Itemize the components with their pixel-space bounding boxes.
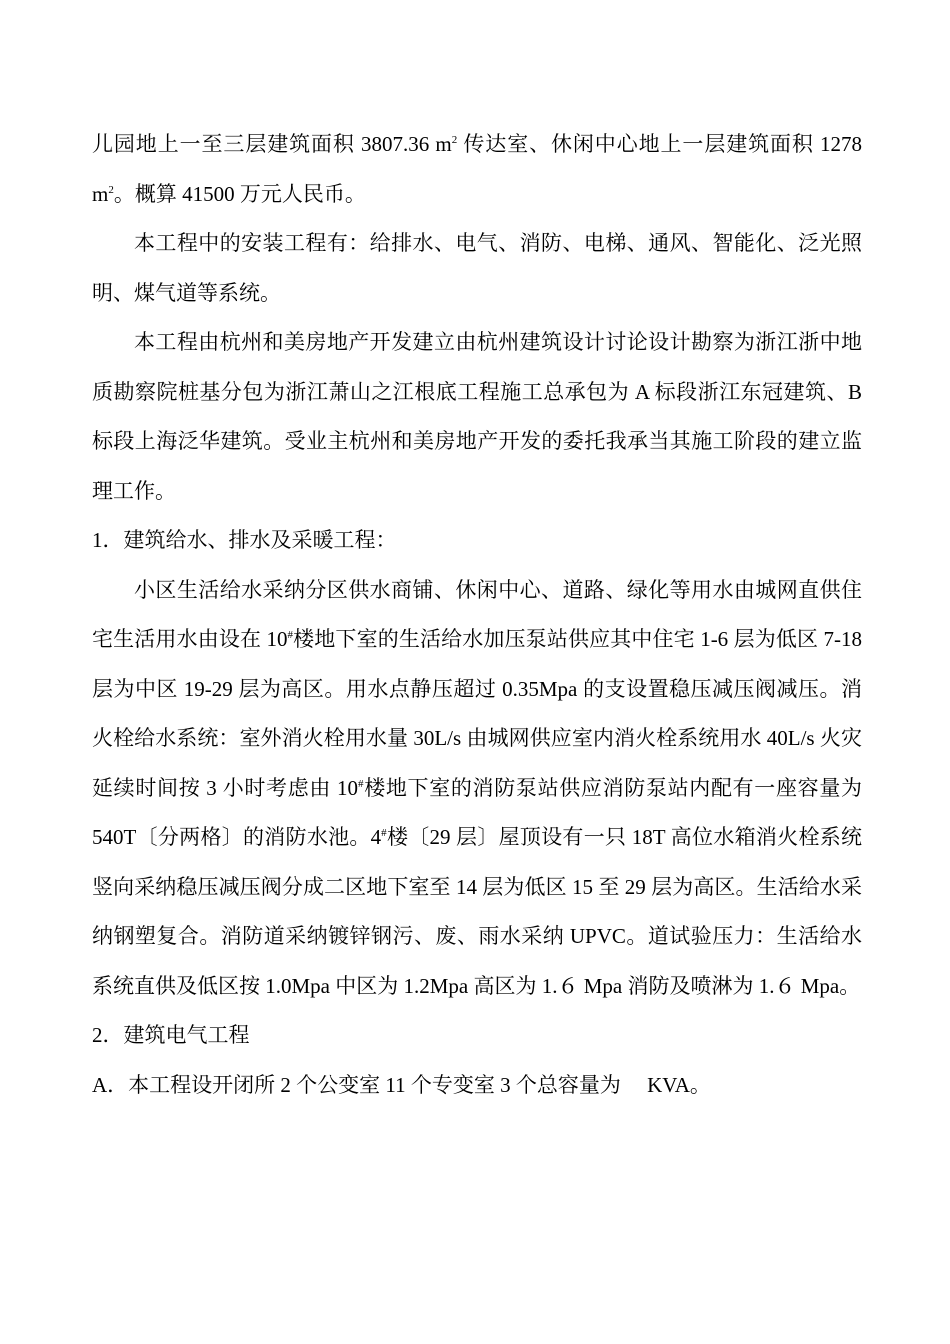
text-run: 楼地下室的生活给水加压泵站供应其中住宅 1-6 层为低区 7-18 层为中区 19-29 层为高区。用水点静压超过 0.35Mpa 的支设置稳压减压阀减压。消火栓给水系统：室外消火栓用水量 30L/s 由城网供应室内消火栓系统用水 40L/s 火灾延续时间按 3 小时考虑由 10 [92, 627, 863, 800]
superscript: 2 [451, 134, 458, 146]
superscript: # [381, 827, 387, 839]
text-run: 。概算 41500 万元人民币。 [113, 181, 366, 206]
superscript: 2 [108, 183, 114, 196]
text-run: 楼地下室的消防泵站供应消防泵站内配有一座容量为 540T〔分两格〕的消防水池。4 [92, 775, 863, 849]
text-run: 楼〔29 层〕屋顶设有一只 18T 高位水箱消火栓系统竖向采纳稳压减压阀分成二区地下室至 14 层为低区 15 至 29 层为高区。生活给水采纳钢塑复合。消防道采纳镀锌钢污、废、雨水采纳 UPVC。道试验压力：生活给水系统直供及低区按 1.0Mpa 中区为 1.2Mpa 高区为 1.６ Mpa 消防及喷淋为 1.６ Mpa。 [92, 825, 862, 998]
paragraph [92, 120, 862, 219]
text-run: 本工程中的安装工程有：给排水、电气、消防、电梯、通风、智能化、泛光照明、煤气道等系统。 [92, 231, 862, 305]
paragraph [92, 566, 862, 1012]
text-run: 本工程由杭州和美房地产开发建立由杭州建筑设计讨论设计勘察为浙江浙中地质勘察院桩基分包为浙江萧山之江根底工程施工总承包为 A 标段浙江东冠建筑、B 标段上海泛华建筑。受业主杭州和美房地产开发的委托我承当其施工阶段的建立监理工作。 [92, 330, 862, 503]
paragraph [92, 318, 862, 516]
text-run: 2．建筑电气工程 [92, 1023, 250, 1047]
paragraph [92, 219, 862, 318]
paragraph [92, 1011, 862, 1061]
superscript: # [358, 777, 364, 790]
document-body [92, 120, 862, 1110]
text-run: 传达室、休闲中心地上一层建筑面积 1278 m [92, 132, 862, 206]
text-run: 小区生活给水采纳分区供水商铺、休闲中心、道路、绿化等用水由城网直供住宅生活用水由设在 10 [92, 577, 862, 651]
paragraph [92, 1061, 862, 1111]
text-run: A．本工程设开闭所 2 个公变室 11 个专变室 3 个总容量为 KVA。 [92, 1072, 711, 1097]
text-run: 1．建筑给水、排水及采暖工程： [92, 528, 397, 552]
superscript: # [287, 629, 294, 641]
text-run: 儿园地上一至三层建筑面积 3807.36 m [92, 132, 452, 156]
paragraph [92, 516, 862, 566]
